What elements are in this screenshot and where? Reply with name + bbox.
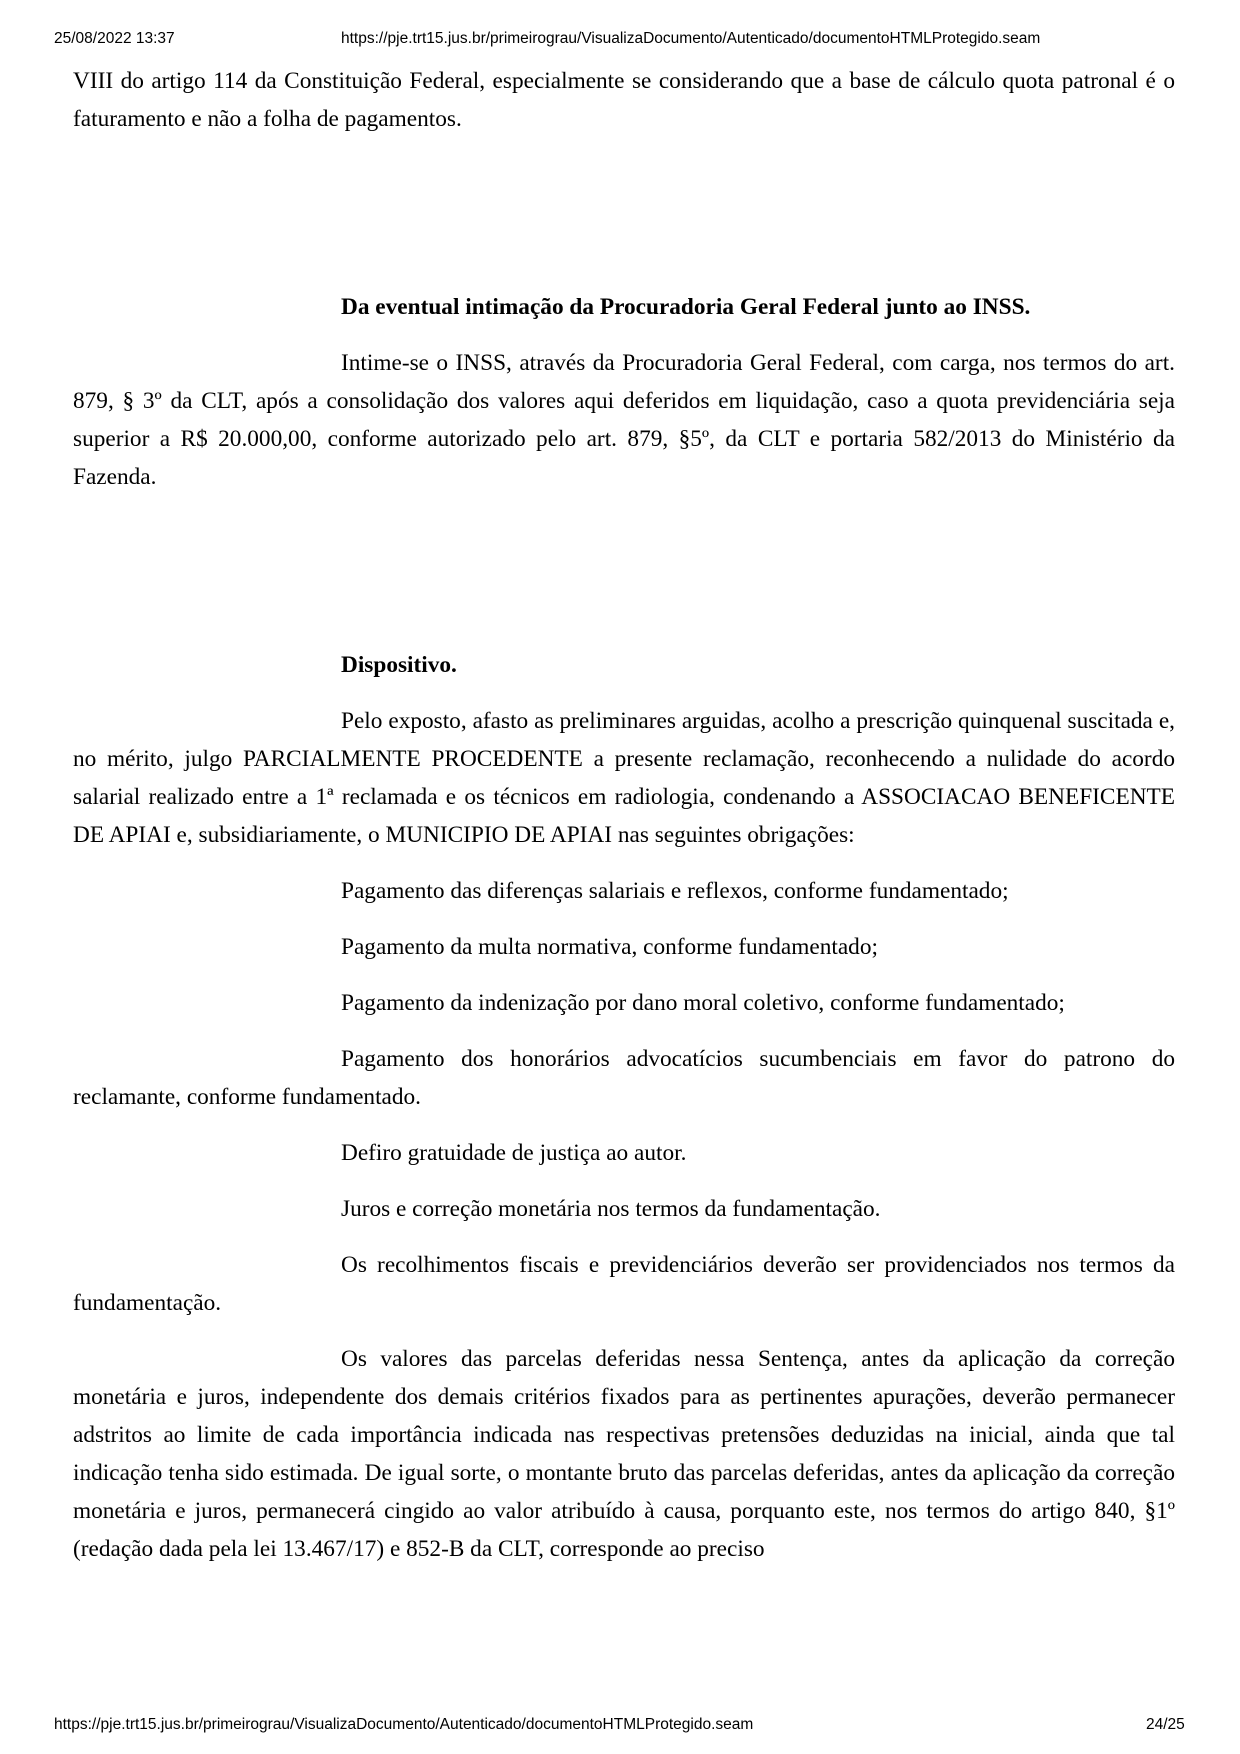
list-item: Pagamento dos honorários advocatícios sucumbenciais em favor do patrono do reclamante, conforme fundamentado. [73, 1046, 1175, 1110]
document-body [73, 62, 1175, 1568]
section-heading-inss: Da eventual intimação da Procuradoria Geral Federal junto ao INSS. [341, 294, 1031, 320]
paragraph-valores: Os valores das parcelas deferidas nessa Sentença, antes da aplicação da correção monetária e juros, independente dos demais critérios fixados para as pertinentes apurações, deverão permanecer adstritos ao limite de cada importância indicada nas respectivas pretensões deduzidas na inicial, ainda que tal indicação tenha sido estimada. De igual sorte, o montante bruto das parcelas deferidas, antes da aplicação da correção monetária e juros, permanecerá cingido ao valor atribuído à causa, porquanto este, nos termos do artigo 840, §1º (redação dada pela lei 13.467/17) e 852-B da CLT, corresponde ao preciso [73, 1346, 1175, 1562]
section-heading-dispositivo: Dispositivo. [341, 652, 457, 678]
list-item: Pagamento da multa normativa, conforme fundamentado; [341, 934, 878, 960]
paragraph-continuation: VIII do artigo 114 da Constituição Federal, especialmente se considerando que a base de cálculo quota patronal é o faturamento e não a folha de pagamentos. [73, 68, 1175, 132]
paragraph-dispositivo: Pelo exposto, afasto as preliminares arguidas, acolho a prescrição quinquenal suscitada e, no mérito, julgo PARCIALMENTE PROCEDENTE a presente reclamação, reconhecendo a nulidade do acordo salarial realizado entre a 1ª reclamada e os técnicos em radiologia, condenando a ASSOCIACAO BENEFICENTE DE APIAI e, subsidiariamente, o MUNICIPIO DE APIAI nas seguintes obrigações: [73, 708, 1175, 848]
paragraph-inss: Intime-se o INSS, através da Procuradoria Geral Federal, com carga, nos termos do art. 879, § 3º da CLT, após a consolidação dos valores aqui deferidos em liquidação, caso a quota previdenciária seja superior a R$ 20.000,00, conforme autorizado pelo art. 879, §5º, da CLT e portaria 582/2013 do Ministério da Fazenda. [73, 350, 1175, 490]
print-footer-url: https://pje.trt15.jus.br/primeirograu/VisualizaDocumento/Autenticado/documentoHTMLProtegido.seam [54, 1716, 754, 1733]
paragraph-gratuidade: Defiro gratuidade de justiça ao autor. [341, 1140, 687, 1166]
print-header-url: https://pje.trt15.jus.br/primeirograu/VisualizaDocumento/Autenticado/documentoHTMLProtegido.seam [341, 30, 1041, 47]
list-item: Pagamento da indenização por dano moral coletivo, conforme fundamentado; [341, 990, 1065, 1016]
paragraph-juros: Juros e correção monetária nos termos da fundamentação. [341, 1196, 881, 1222]
print-datetime: 25/08/2022 13:37 [54, 30, 175, 47]
list-item: Pagamento das diferenças salariais e reflexos, conforme fundamentado; [341, 878, 1009, 904]
paragraph-recolhimentos: Os recolhimentos fiscais e previdenciários deverão ser providenciados nos termos da fundamentação. [73, 1252, 1175, 1316]
page-number: 24/25 [1146, 1716, 1185, 1733]
